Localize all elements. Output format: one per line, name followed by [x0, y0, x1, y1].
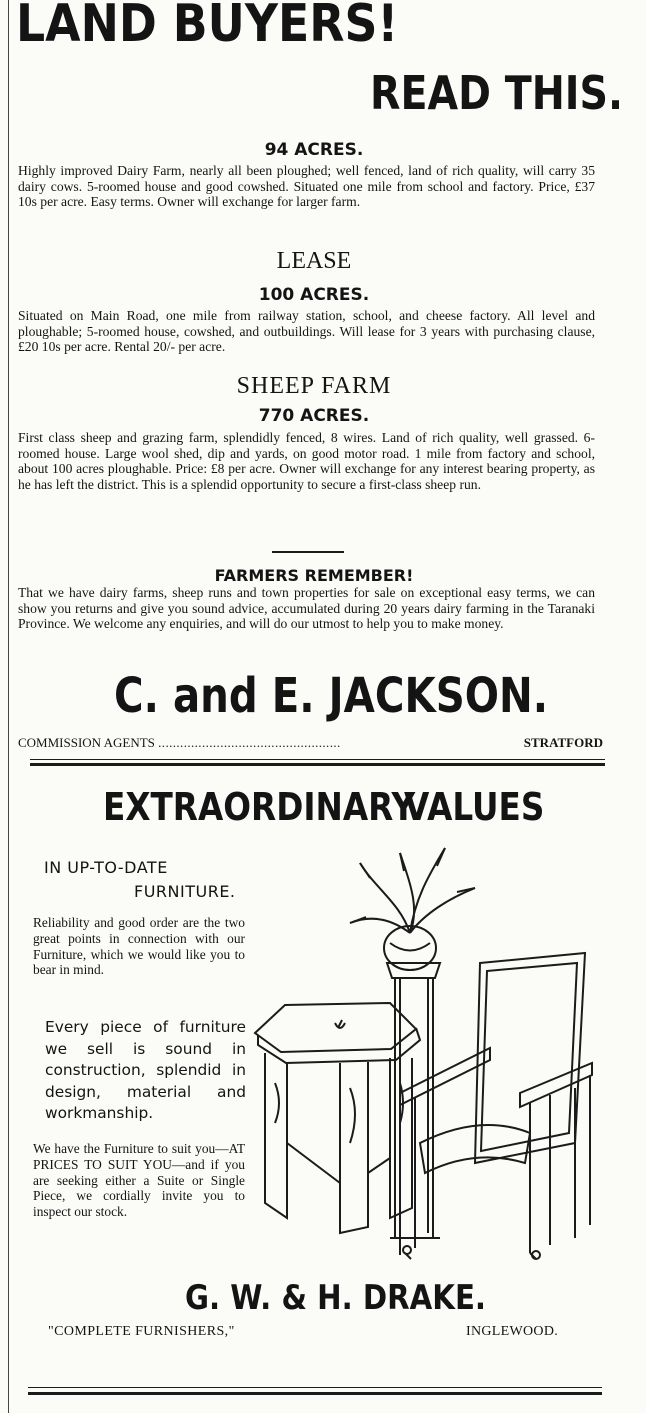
plant-stand-drawing — [387, 963, 440, 1238]
listing-title-94-acres: 94 ACRES. — [264, 140, 364, 160]
headline-read-this: READ THIS. — [370, 66, 624, 120]
leader-dots: .................................................. — [158, 735, 341, 750]
complete-furnishers-tagline: "COMPLETE FURNISHERS," — [48, 1324, 235, 1339]
commission-agents-label: COMMISSION AGENTS — [18, 735, 155, 750]
jackson-firm-name: C. and E. JACKSON. — [114, 668, 549, 724]
headline-extraordinary: EXTRAORDINARY — [103, 785, 416, 829]
lease-heading: LEASE — [276, 248, 352, 274]
section-separator-rule — [30, 759, 605, 760]
listing-body-770-acres: First class sheep and grazing farm, splendidly fenced, 8 wires. Land of rich quality, well grassed. 6-roomed house. Large wool shed, dip and yards, on good motor road. 1 mile from factory and school, about 100 acres ploughable. Price: £8 per acre. Owner will exchange for any interest bearing property, as he has left the district. This is a splendid opportunity to secure a first-class sheep run. — [18, 430, 595, 492]
listing-body-100-acres: Situated on Main Road, one mile from railway station, school, and cheese factory. All level and ploughable; 5-roomed house, cowshed, and outbuildings. Will lease for 3 years with purchasing clause, £20 10s per acre. Rental 20/- per acre. — [18, 308, 595, 355]
headline-values: VALUES — [404, 785, 545, 829]
listing-body-94-acres: Highly improved Dairy Farm, nearly all been ploughed; well fenced, land of rich quality, will carry 35 dairy cows. 5-roomed house and good cowshed. Situated one mile from school and factory. Price, £37 10s per acre. Easy terms. Owner will exchange for larger farm. — [18, 163, 595, 210]
drake-firm-name: G. W. & H. DRAKE. — [185, 1278, 487, 1318]
farmers-remember-body: That we have dairy farms, sheep runs and town properties for sale on exceptional easy terms, we can show you returns and give you sound advice, accumulated during 20 years dairy farming in the Taranaki Province. We welcome any enquiries, and will do our utmost to help you to make money. — [18, 585, 595, 632]
reliability-paragraph: Reliability and good order are the two great points in connection with our Furniture, which we would like you to bear in mind. — [33, 915, 245, 978]
bottom-rule-thick — [28, 1392, 602, 1395]
listing-title-100-acres: 100 ACRES. — [258, 285, 370, 305]
stratford-town: STRATFORD — [518, 735, 603, 751]
sub-heading-up-to-date: IN UP-TO-DATE — [44, 858, 168, 877]
furniture-illustration — [250, 843, 595, 1283]
headline-land-buyers: LAND BUYERS! — [16, 0, 399, 54]
every-piece-paragraph: Every piece of furniture we sell is sound in construction, splendid in design, material and workmanship. — [45, 1018, 246, 1122]
section-separator-rule-thick — [30, 763, 605, 766]
column-margin-line — [8, 0, 9, 1413]
prices-paragraph: We have the Furniture to suit you—AT PRICES TO SUIT YOU—and if you are seeking either a Suite or Single Piece, we cordially invite you to inspect our stock. — [33, 1141, 245, 1220]
listing-title-770-acres: 770 ACRES. — [258, 406, 370, 426]
inglewood-town: INGLEWOOD. — [466, 1324, 559, 1339]
bottom-rule — [28, 1387, 602, 1388]
sheep-farm-heading: SHEEP FARM — [236, 373, 392, 399]
farmers-remember-heading: FARMERS REMEMBER! — [214, 566, 414, 585]
pot-plant-drawing — [350, 848, 475, 970]
commission-agents-line — [18, 735, 603, 751]
short-divider-rule — [272, 551, 344, 553]
sub-heading-furniture: FURNITURE. — [134, 882, 236, 901]
